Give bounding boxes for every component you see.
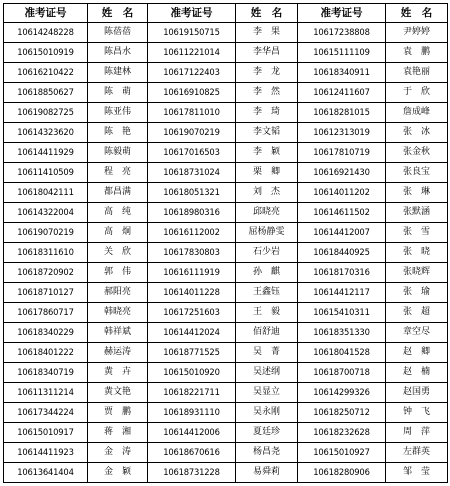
exam-id-cell: 10617810719 bbox=[298, 143, 386, 163]
exam-id-cell: 10617238808 bbox=[298, 23, 386, 43]
exam-id-cell: 10618771525 bbox=[148, 343, 236, 363]
candidate-name-cell: 詹成峰 bbox=[386, 103, 448, 123]
exam-id-cell: 10617122403 bbox=[148, 63, 236, 83]
exam-id-cell: 10617016503 bbox=[148, 143, 236, 163]
header-name-1: 姓 名 bbox=[88, 4, 148, 23]
candidate-name-cell: 于 欣 bbox=[386, 83, 448, 103]
table-row bbox=[4, 383, 448, 403]
candidate-name-cell: 佰舒迪 bbox=[236, 323, 298, 343]
exam-id-cell: 10618931110 bbox=[148, 403, 236, 423]
candidate-name-cell: 黄文艳 bbox=[88, 383, 148, 403]
exam-id-cell: 10614412117 bbox=[298, 283, 386, 303]
candidate-name-cell: 李 颖 bbox=[236, 143, 298, 163]
candidate-name-cell: 周 萍 bbox=[386, 423, 448, 443]
candidate-name-cell: 赵国勇 bbox=[386, 383, 448, 403]
exam-id-cell: 10615010919 bbox=[4, 43, 88, 63]
exam-id-cell: 10616210422 bbox=[4, 63, 88, 83]
candidate-name-cell: 李文韬 bbox=[236, 123, 298, 143]
exam-id-cell: 10614011202 bbox=[298, 183, 386, 203]
header-name-2: 姓 名 bbox=[236, 4, 298, 23]
exam-id-cell: 10611221014 bbox=[148, 43, 236, 63]
exam-id-cell: 10612313019 bbox=[298, 123, 386, 143]
exam-id-cell: 10618720902 bbox=[4, 263, 88, 283]
table-row bbox=[4, 263, 448, 283]
header-exam-id-3: 准考证号 bbox=[298, 4, 386, 23]
exam-id-cell: 10615111109 bbox=[298, 43, 386, 63]
candidate-name-cell: 孙 麒 bbox=[236, 263, 298, 283]
exam-id-cell: 10618670616 bbox=[148, 443, 236, 463]
exam-results-table bbox=[3, 3, 448, 483]
table-row bbox=[4, 443, 448, 463]
exam-id-cell: 10614011228 bbox=[148, 283, 236, 303]
exam-id-cell: 10619070219 bbox=[4, 223, 88, 243]
candidate-name-cell: 陈毅萌 bbox=[88, 143, 148, 163]
candidate-name-cell: 赵 卿 bbox=[386, 343, 448, 363]
table-row bbox=[4, 223, 448, 243]
table-row bbox=[4, 23, 448, 43]
candidate-name-cell: 张晓辉 bbox=[386, 263, 448, 283]
exam-id-cell: 10618401222 bbox=[4, 343, 88, 363]
candidate-name-cell: 石少岩 bbox=[236, 243, 298, 263]
candidate-name-cell: 吴永刚 bbox=[236, 403, 298, 423]
candidate-name-cell: 李华昌 bbox=[236, 43, 298, 63]
header-row bbox=[4, 4, 448, 23]
candidate-name-cell: 陈亚伟 bbox=[88, 103, 148, 123]
exam-id-cell: 10614248228 bbox=[4, 23, 88, 43]
exam-id-cell: 10614411929 bbox=[4, 143, 88, 163]
candidate-name-cell: 韩祥斌 bbox=[88, 323, 148, 343]
exam-id-cell: 10618731024 bbox=[148, 163, 236, 183]
candidate-name-cell: 金 颖 bbox=[88, 463, 148, 483]
candidate-name-cell: 陈昌水 bbox=[88, 43, 148, 63]
table-row bbox=[4, 243, 448, 263]
table-row bbox=[4, 323, 448, 343]
exam-id-cell: 10618980316 bbox=[148, 203, 236, 223]
candidate-name-cell: 钟 飞 bbox=[386, 403, 448, 423]
table-row bbox=[4, 63, 448, 83]
candidate-name-cell: 贾 鹏 bbox=[88, 403, 148, 423]
candidate-name-cell: 章空尽 bbox=[386, 323, 448, 343]
candidate-name-cell: 韩晓亮 bbox=[88, 303, 148, 323]
candidate-name-cell: 屈杨静雯 bbox=[236, 223, 298, 243]
candidate-name-cell: 尹婷婷 bbox=[386, 23, 448, 43]
exam-id-cell: 10615010927 bbox=[298, 443, 386, 463]
exam-id-cell: 10615010920 bbox=[148, 363, 236, 383]
exam-id-cell: 10618170316 bbox=[298, 263, 386, 283]
candidate-name-cell: 陈 萌 bbox=[88, 83, 148, 103]
table-row bbox=[4, 403, 448, 423]
exam-id-cell: 10618311610 bbox=[4, 243, 88, 263]
candidate-name-cell: 张 瑜 bbox=[386, 283, 448, 303]
exam-id-cell: 10612411607 bbox=[298, 83, 386, 103]
header-name-3: 姓 名 bbox=[386, 4, 448, 23]
candidate-name-cell: 程 亮 bbox=[88, 163, 148, 183]
exam-id-cell: 10618281015 bbox=[298, 103, 386, 123]
table-row bbox=[4, 43, 448, 63]
exam-id-cell: 10618731228 bbox=[148, 463, 236, 483]
exam-id-cell: 10618850627 bbox=[4, 83, 88, 103]
exam-id-cell: 10615010917 bbox=[4, 423, 88, 443]
exam-id-cell: 10619150715 bbox=[148, 23, 236, 43]
exam-id-cell: 10618280906 bbox=[298, 463, 386, 483]
table-row bbox=[4, 143, 448, 163]
candidate-name-cell: 吴 菁 bbox=[236, 343, 298, 363]
exam-id-cell: 10618710127 bbox=[4, 283, 88, 303]
candidate-name-cell: 栗 卿 bbox=[236, 163, 298, 183]
exam-id-cell: 10614412007 bbox=[298, 223, 386, 243]
candidate-name-cell: 张默涵 bbox=[386, 203, 448, 223]
exam-id-cell: 10617860717 bbox=[4, 303, 88, 323]
candidate-name-cell: 李 龙 bbox=[236, 63, 298, 83]
candidate-name-cell: 张 琳 bbox=[386, 183, 448, 203]
exam-id-cell: 10614412006 bbox=[148, 423, 236, 443]
exam-id-cell: 10617830803 bbox=[148, 243, 236, 263]
table-row bbox=[4, 303, 448, 323]
candidate-name-cell: 郝阳亮 bbox=[88, 283, 148, 303]
table-row bbox=[4, 363, 448, 383]
exam-id-cell: 10618340229 bbox=[4, 323, 88, 343]
candidate-name-cell: 张 晓 bbox=[386, 243, 448, 263]
candidate-name-cell: 张 冰 bbox=[386, 123, 448, 143]
exam-id-cell: 10616112002 bbox=[148, 223, 236, 243]
exam-id-cell: 10618340911 bbox=[298, 63, 386, 83]
candidate-name-cell: 刘 杰 bbox=[236, 183, 298, 203]
candidate-name-cell: 赵 楠 bbox=[386, 363, 448, 383]
candidate-name-cell: 李 琦 bbox=[236, 103, 298, 123]
exam-id-cell: 10614299326 bbox=[298, 383, 386, 403]
exam-id-cell: 10617344224 bbox=[4, 403, 88, 423]
candidate-name-cell: 陈 艳 bbox=[88, 123, 148, 143]
header-exam-id-2: 准考证号 bbox=[148, 4, 236, 23]
exam-id-cell: 10618250712 bbox=[298, 403, 386, 423]
candidate-name-cell: 王 毅 bbox=[236, 303, 298, 323]
candidate-name-cell: 易舜莉 bbox=[236, 463, 298, 483]
exam-id-cell: 10617251603 bbox=[148, 303, 236, 323]
candidate-name-cell: 王鑫钰 bbox=[236, 283, 298, 303]
table-row bbox=[4, 103, 448, 123]
candidate-name-cell: 杨昌尧 bbox=[236, 443, 298, 463]
table-row bbox=[4, 203, 448, 223]
table-row bbox=[4, 83, 448, 103]
exam-id-cell: 10618232628 bbox=[298, 423, 386, 443]
exam-id-cell: 10618221711 bbox=[148, 383, 236, 403]
candidate-name-cell: 张 雪 bbox=[386, 223, 448, 243]
exam-id-cell: 10611311214 bbox=[4, 383, 88, 403]
candidate-name-cell: 左群英 bbox=[386, 443, 448, 463]
exam-id-cell: 10614412024 bbox=[148, 323, 236, 343]
exam-id-cell: 10613641404 bbox=[4, 463, 88, 483]
candidate-name-cell: 金 涛 bbox=[88, 443, 148, 463]
exam-id-cell: 10618051321 bbox=[148, 183, 236, 203]
exam-id-cell: 10618700718 bbox=[298, 363, 386, 383]
exam-id-cell: 10616921430 bbox=[298, 163, 386, 183]
candidate-name-cell: 张 超 bbox=[386, 303, 448, 323]
table-row bbox=[4, 123, 448, 143]
candidate-name-cell: 袁 鹏 bbox=[386, 43, 448, 63]
table-row bbox=[4, 423, 448, 443]
table-row bbox=[4, 283, 448, 303]
candidate-name-cell: 张金秋 bbox=[386, 143, 448, 163]
exam-id-cell: 10611410509 bbox=[4, 163, 88, 183]
exam-id-cell: 10614323620 bbox=[4, 123, 88, 143]
candidate-name-cell: 袁艳丽 bbox=[386, 63, 448, 83]
exam-id-cell: 10615410311 bbox=[298, 303, 386, 323]
table-row bbox=[4, 463, 448, 483]
exam-id-cell: 10614322004 bbox=[4, 203, 88, 223]
candidate-name-cell: 邱晓亮 bbox=[236, 203, 298, 223]
table-row bbox=[4, 163, 448, 183]
candidate-name-cell: 张良宝 bbox=[386, 163, 448, 183]
candidate-name-cell: 邹 莹 bbox=[386, 463, 448, 483]
candidate-name-cell: 高 炯 bbox=[88, 223, 148, 243]
candidate-name-cell: 李 果 bbox=[236, 23, 298, 43]
candidate-name-cell: 夏廷珍 bbox=[236, 423, 298, 443]
exam-id-cell: 10618340719 bbox=[4, 363, 88, 383]
candidate-name-cell: 黄 卉 bbox=[88, 363, 148, 383]
candidate-name-cell: 郭 伟 bbox=[88, 263, 148, 283]
exam-id-cell: 10618440925 bbox=[298, 243, 386, 263]
exam-id-cell: 10616111919 bbox=[148, 263, 236, 283]
table-row bbox=[4, 183, 448, 203]
candidate-name-cell: 高 纯 bbox=[88, 203, 148, 223]
table-row bbox=[4, 343, 448, 363]
candidate-name-cell: 都昌满 bbox=[88, 183, 148, 203]
exam-id-cell: 10619082725 bbox=[4, 103, 88, 123]
candidate-name-cell: 吴述纲 bbox=[236, 363, 298, 383]
candidate-name-cell: 陈蓓蓓 bbox=[88, 23, 148, 43]
candidate-name-cell: 关 欣 bbox=[88, 243, 148, 263]
exam-id-cell: 10618351330 bbox=[298, 323, 386, 343]
exam-id-cell: 10618041528 bbox=[298, 343, 386, 363]
candidate-name-cell: 吴显立 bbox=[236, 383, 298, 403]
candidate-name-cell: 蒋 湘 bbox=[88, 423, 148, 443]
candidate-name-cell: 李 然 bbox=[236, 83, 298, 103]
exam-id-cell: 10618042111 bbox=[4, 183, 88, 203]
exam-id-cell: 10617811010 bbox=[148, 103, 236, 123]
candidate-name-cell: 陈建林 bbox=[88, 63, 148, 83]
header-exam-id-1: 准考证号 bbox=[4, 4, 88, 23]
exam-id-cell: 10619070219 bbox=[148, 123, 236, 143]
exam-id-cell: 10616910825 bbox=[148, 83, 236, 103]
exam-id-cell: 10614411923 bbox=[4, 443, 88, 463]
exam-id-cell: 10614611502 bbox=[298, 203, 386, 223]
candidate-name-cell: 赫运涛 bbox=[88, 343, 148, 363]
